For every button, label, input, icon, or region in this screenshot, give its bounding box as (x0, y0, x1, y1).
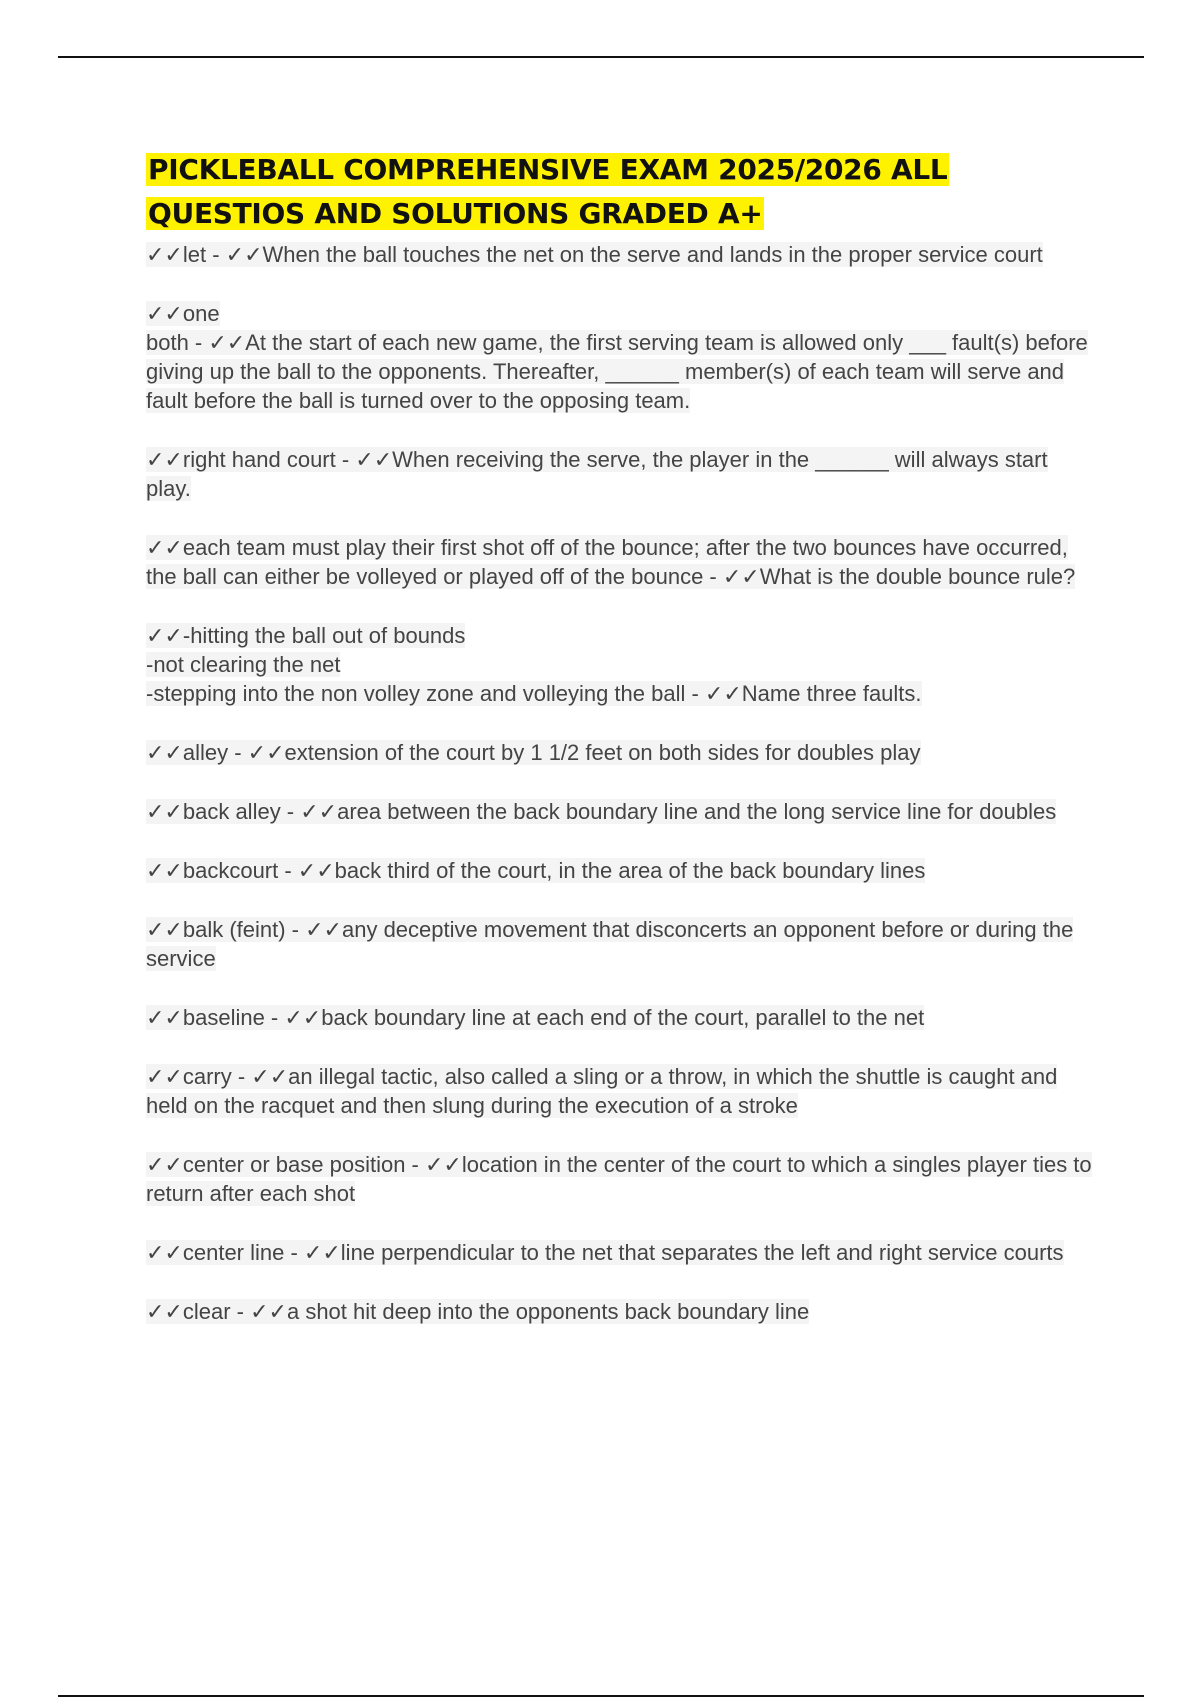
qa-entry (146, 445, 1096, 503)
qa-entry (146, 915, 1096, 973)
qa-entry (146, 1062, 1096, 1120)
qa-entry (146, 856, 1096, 885)
qa-text: ✓✓-hitting the ball out of bounds (146, 623, 466, 648)
qa-text: ✓✓one (146, 301, 220, 326)
top-rule (58, 56, 1144, 58)
document-title (146, 148, 1096, 236)
qa-text: -not clearing the net (146, 652, 341, 677)
qa-text: -stepping into the non volley zone and volleying the ball - ✓✓Name three faults. (146, 681, 922, 706)
qa-text: both - ✓✓At the start of each new game, the first serving team is allowed only ___ fault(s) before giving up the ball to the opponents. Thereafter, ______ member(s) of each team will serve and fault before the ball is turned over to the opposing team. (146, 330, 1088, 413)
document-title-text: PICKLEBALL COMPREHENSIVE EXAM 2025/2026 ALL QUESTIOS AND SOLUTIONS GRADED A+ (148, 153, 948, 230)
qa-entry (146, 797, 1096, 826)
qa-text: ✓✓center or base position - ✓✓location in the center of the court to which a singles player ties to return after each shot (146, 1152, 1092, 1206)
qa-text: ✓✓backcourt - ✓✓back third of the court, in the area of the back boundary lines (146, 858, 926, 883)
qa-entry (146, 533, 1096, 591)
qa-entry (146, 1238, 1096, 1267)
qa-text: ✓✓alley - ✓✓extension of the court by 1 1/2 feet on both sides for doubles play (146, 740, 921, 765)
qa-text: ✓✓center line - ✓✓line perpendicular to the net that separates the left and right service courts (146, 1240, 1064, 1265)
qa-entry (146, 240, 1096, 269)
qa-entry (146, 738, 1096, 767)
document-body (146, 148, 1096, 1356)
bottom-rule (58, 1695, 1144, 1697)
qa-text: ✓✓balk (feint) - ✓✓any deceptive movement that disconcerts an opponent before or during the service (146, 917, 1074, 971)
qa-entry (146, 1003, 1096, 1032)
qa-text: ✓✓carry - ✓✓an illegal tactic, also called a sling or a throw, in which the shuttle is caught and held on the racquet and then slung during the execution of a stroke (146, 1064, 1058, 1118)
qa-text: ✓✓baseline - ✓✓back boundary line at each end of the court, parallel to the net (146, 1005, 925, 1030)
qa-entry (146, 299, 1096, 415)
qa-entry (146, 621, 1096, 708)
qa-text: ✓✓right hand court - ✓✓When receiving the serve, the player in the ______ will always start play. (146, 447, 1048, 501)
qa-text: ✓✓let - ✓✓When the ball touches the net on the serve and lands in the proper service court (146, 242, 1043, 267)
qa-entry (146, 1297, 1096, 1326)
qa-text: ✓✓back alley - ✓✓area between the back boundary line and the long service line for doubles (146, 799, 1057, 824)
qa-text: ✓✓clear - ✓✓a shot hit deep into the opponents back boundary line (146, 1299, 810, 1324)
qa-entry (146, 1150, 1096, 1208)
qa-text: ✓✓each team must play their first shot off of the bounce; after the two bounces have occurred, the ball can either be volleyed or played off of the bounce - ✓✓What is the double bounce rule? (146, 535, 1076, 589)
